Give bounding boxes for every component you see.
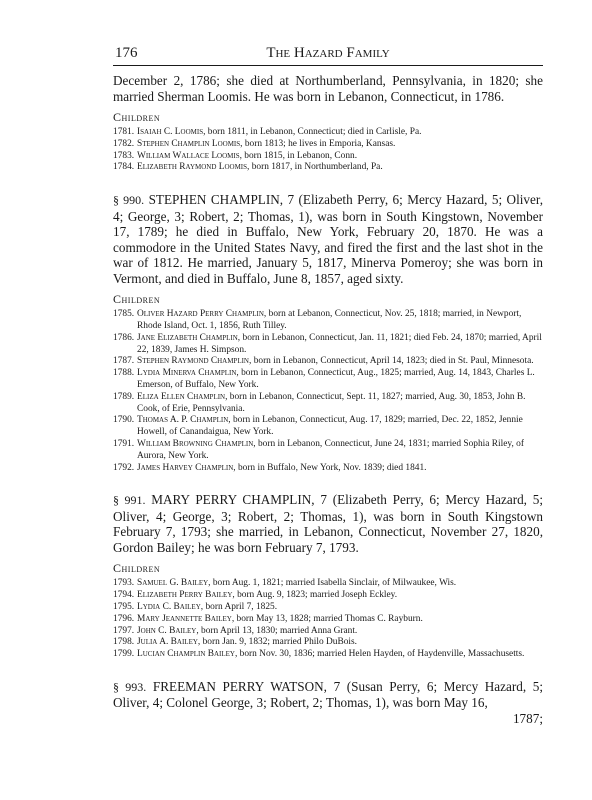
section-993-continuation: 1787; (512, 710, 543, 726)
running-title: The Hazard Family (266, 45, 390, 61)
entry-number: 1783. (113, 150, 135, 161)
child-entry (113, 356, 543, 368)
entry-number: 1799. (113, 649, 135, 660)
entry-text (137, 415, 543, 439)
child-details: born in Lebanon, Connecticut, Jan. 11, 1821; died Feb. 24, 1870; married, April 22, 1839, James H. Simpson. (137, 332, 542, 355)
child-name: Elizabeth Perry Bailey, (137, 590, 235, 601)
child-details: born in Lebanon, Connecticut, April 14, 1823; died in St. Paul, Minnesota. (251, 356, 534, 367)
child-entry (113, 309, 543, 333)
entry-text (137, 590, 543, 602)
child-entry (113, 333, 543, 357)
entry-number: 1786. (113, 332, 135, 343)
entry-number: 1789. (113, 391, 135, 402)
child-name: John C. Bailey, (137, 625, 199, 636)
child-entry (113, 602, 543, 614)
entry-number: 1792. (113, 462, 135, 473)
entry-text (137, 139, 543, 151)
children-heading: Children (113, 561, 161, 576)
child-details: born at Lebanon, Connecticut, Nov. 25, 1818; married, in Newport, Rhode Island, Oct. 1, 1856, Ruth Tilley. (137, 309, 522, 331)
child-details: born in Lebanon, Connecticut, Sept. 11, 1827; married, Aug. 30, 1853, John B. Cook, of Erie, Pennsylvania. (137, 391, 526, 414)
entry-number: 1793. (113, 578, 135, 589)
child-details: born 1813; he lives in Emporia, Kansas. (242, 138, 396, 149)
child-name: Lucian Champlin Bailey, (137, 649, 238, 660)
entry-number: 1790. (113, 415, 135, 426)
child-details: born 1817, in Northumberland, Pa. (249, 162, 383, 173)
entry-number: 1796. (113, 613, 135, 624)
section-text: STEPHEN CHAMPLIN, 7 (Elizabeth Perry, 6; Mercy Hazard, 5; Oliver, 4; George, 3; Robert, 2; Thomas, 1), was born in South Kingstown, November 17, 1789; he died in Buffalo, New York, February 20, 1870. He was a commodore in the United States Navy, and fired the first and the last shot in the war of 1812. He married, January 5, 1817, Minerva Pomeroy; she was born in Vermont, and died in Buffalo, June 8, 1857, aged sixty. (113, 192, 544, 286)
entry-number: 1797. (113, 625, 135, 636)
children-heading: Children (113, 292, 161, 307)
section-991-paragraph (113, 492, 543, 555)
entry-number: 1782. (113, 138, 135, 149)
child-name: Mary Jeannette Bailey, (137, 613, 235, 624)
section-number: § 993. (113, 679, 147, 694)
entry-text (137, 637, 543, 649)
entry-number: 1791. (113, 438, 135, 449)
child-name: Eliza Ellen Champlin, (137, 391, 228, 402)
entry-text (137, 463, 543, 475)
entry-number: 1787. (113, 356, 135, 367)
entry-text (137, 649, 543, 661)
child-entry (113, 614, 543, 626)
child-entry (113, 637, 543, 649)
child-details: born Nov. 30, 1836; married Helen Hayden, of Haydenville, Massachusetts. (237, 649, 525, 660)
child-entry (113, 463, 543, 475)
child-name: Oliver Hazard Perry Champlin, (137, 309, 267, 320)
entry-number: 1785. (113, 309, 135, 320)
children-list (113, 578, 543, 661)
entry-text (137, 356, 543, 368)
entry-text (137, 626, 543, 638)
child-details: born Jan. 9, 1832; married Philo DuBois. (200, 637, 358, 648)
child-entry (113, 151, 543, 163)
child-name: William Browning Champlin, (137, 438, 256, 449)
child-name: Lydia C. Bailey, (137, 601, 204, 612)
child-name: Stephen Raymond Champlin, (137, 356, 252, 367)
intro-paragraph: December 2, 1786; she died at Northumberland, Pennsylvania, in 1820; she married Sherman Loomis. He was born in Lebanon, Connecticut, in 1786. (113, 73, 543, 104)
child-entry (113, 578, 543, 590)
entry-text (137, 162, 543, 174)
page-number: 176 (115, 45, 138, 61)
section-number: § 990. (113, 193, 145, 208)
child-name: Samuel G. Bailey, (137, 578, 211, 589)
section-number: § 991. (113, 493, 146, 508)
child-entry (113, 649, 543, 661)
entry-text (137, 614, 543, 626)
child-entry (113, 626, 543, 638)
child-entry (113, 392, 543, 416)
child-details: born April 13, 1830; married Anna Grant. (198, 625, 358, 636)
entry-number: 1798. (113, 637, 135, 648)
child-entry (113, 127, 543, 139)
child-entry (113, 439, 543, 463)
child-entry (113, 139, 543, 151)
entry-number: 1788. (113, 368, 135, 379)
children-heading: Children (113, 110, 161, 124)
entry-text (137, 309, 543, 333)
section-993-paragraph (113, 679, 543, 711)
child-entry (113, 590, 543, 602)
child-entry (113, 368, 543, 392)
page-header (113, 43, 543, 66)
child-details: born Aug. 9, 1823; married Joseph Eckley. (234, 590, 398, 601)
child-details: born in Lebanon, Connecticut, Aug., 1825; married, Aug. 14, 1843, Charles L. Emerson, of Buffalo, New York. (137, 368, 535, 390)
entry-number: 1784. (113, 162, 135, 173)
entry-text (137, 392, 543, 416)
section-990-paragraph (113, 192, 543, 286)
child-details: born 1815, in Lebanon, Conn. (241, 150, 358, 161)
entry-text (137, 127, 543, 139)
child-name: Isaiah C. Loomis, (137, 127, 206, 137)
entry-text (137, 151, 543, 163)
child-name: Thomas A. P. Champlin, (137, 415, 231, 426)
entry-text (137, 368, 543, 392)
entry-text (137, 439, 543, 463)
child-entry (113, 162, 543, 174)
children-list (113, 127, 543, 174)
entry-number: 1794. (113, 590, 135, 601)
entry-text (137, 333, 543, 357)
child-name: Lydia Minerva Champlin, (137, 368, 239, 379)
child-details: born in Lebanon, Connecticut, Aug. 17, 1829; married, Dec. 22, 1852, Jennie Howell, of Canandaigua, New York. (137, 415, 523, 438)
entry-number: 1781. (113, 127, 135, 137)
page-body (113, 73, 543, 726)
child-entry (113, 415, 543, 439)
entry-number: 1795. (113, 601, 135, 612)
children-list (113, 309, 543, 474)
child-name: James Harvey Champlin, (137, 462, 236, 473)
child-details: born May 13, 1828; married Thomas C. Rayburn. (234, 613, 423, 624)
child-name: Elizabeth Raymond Loomis, (137, 162, 250, 173)
child-details: born April 7, 1825. (203, 601, 278, 612)
entry-text (137, 578, 543, 590)
child-name: Julia A. Bailey, (137, 637, 201, 648)
section-text: MARY PERRY CHAMPLIN, 7 (Elizabeth Perry, 6; Mercy Hazard, 5; Oliver, 4; George, 3; Robert, 2; Thomas, 1), was born in South Kingstown February 7, 1793; she married, in Lebanon, Connecticut, November 27, 1820, Gordon Bailey; he was born February 7, 1793. (113, 492, 544, 555)
child-name: William Wallace Loomis, (137, 150, 242, 161)
child-details: born Aug. 1, 1821; married Isabella Sinclair, of Milwaukee, Wis. (210, 578, 457, 589)
child-name: Stephen Champlin Loomis, (137, 138, 243, 149)
entry-text (137, 602, 543, 614)
child-name: Jane Elizabeth Champlin, (137, 332, 241, 343)
section-text: FREEMAN PERRY WATSON, 7 (Susan Perry, 6; Mercy Hazard, 5; Oliver, 4; Colonel George, 3; Robert, 2; Thomas, 1), was born May 16, (113, 678, 543, 711)
child-details: born in Lebanon, Connecticut, June 24, 1831; married Sophia Riley, of Aurora, New York. (137, 438, 524, 461)
child-details: born 1811, in Lebanon, Connecticut; died in Carlisle, Pa. (205, 127, 422, 137)
child-details: born in Buffalo, New York, Nov. 1839; died 1841. (235, 462, 427, 473)
